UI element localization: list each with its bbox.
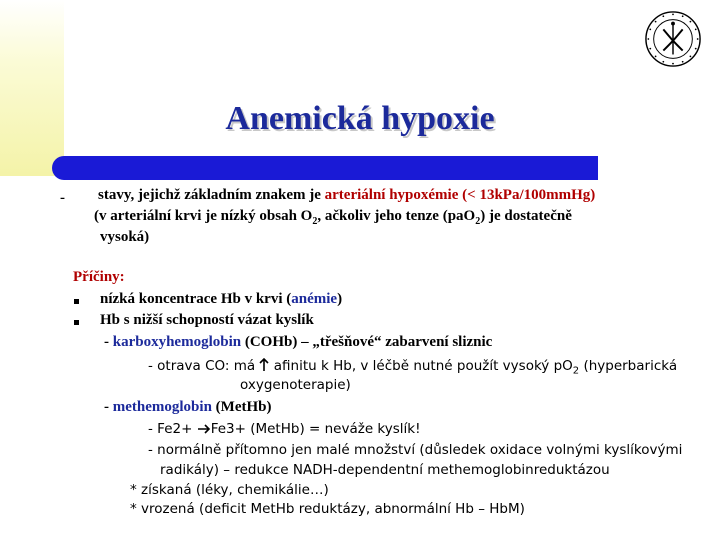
cohb-subitem: [104, 334, 492, 351]
bullet-2-square: [74, 320, 79, 325]
cohb-detail-1-a: - otrava CO: má: [148, 358, 260, 374]
intro-line-1-red: arteriální hypoxémie (: [324, 187, 468, 203]
cohb-term: karboxyhemoglobin: [112, 334, 242, 350]
methb-detail-1-a: - Fe2+: [148, 421, 197, 437]
intro-line-2-text-a: (v arteriální krvi je nízký obsah O: [94, 208, 313, 224]
cause-bullet-1: [100, 291, 342, 308]
methb-dash: -: [104, 399, 113, 415]
methb-detail-3: radikály) – redukce NADH-dependentní methemoglobinreduktázou: [160, 462, 610, 478]
methb-detail-1-b: Fe3+ (MetHb) = neváže kyslík!: [210, 421, 421, 437]
cohb-detail-2: oxygenoterapie): [240, 377, 351, 393]
methb-term: methemoglobin: [112, 399, 212, 415]
cohb-detail-1: [148, 358, 677, 377]
methb-subitem: [104, 399, 271, 416]
bullet-1-square: [74, 299, 79, 304]
methb-detail-4: * získaná (léky, chemikálie…): [130, 482, 329, 498]
intro-line-1: [98, 187, 595, 204]
cause-bullet-2: Hb s nižší schopností vázat kyslík: [100, 312, 314, 328]
causes-heading: Příčiny:: [73, 269, 125, 285]
decorative-left-band: [0, 0, 64, 176]
cohb-rest: (COHb) – „třešňové“ zabarvení sliznic: [241, 334, 493, 350]
pao2-subscript: 2: [475, 216, 481, 227]
less-than-symbol: <: [467, 187, 476, 203]
cohb-detail-1-b: afinitu k Hb, v léčbě nutné použít vysoký pO: [269, 358, 573, 374]
methb-detail-2: - normálně přítomno jen malé množství (důsledek oxidace volnými kyslíkovými: [148, 442, 683, 458]
po2-subscript: 2: [572, 365, 580, 377]
o2-subscript: 2: [312, 216, 318, 227]
intro-line-1-value: 13kPa/100mmHg): [475, 187, 596, 203]
methb-rest: (MetHb): [211, 399, 272, 415]
cohb-detail-1-c: (hyperbarická: [579, 358, 678, 374]
intro-line-3: vysoká): [100, 229, 150, 245]
cause-1-text: nízká koncentrace Hb v krvi (: [100, 291, 292, 307]
up-arrow-icon: [259, 358, 269, 372]
cohb-dash: -: [104, 334, 113, 350]
intro-line-2: [94, 208, 572, 227]
right-arrow-icon: [197, 424, 211, 434]
anemie-term: anémie: [291, 291, 338, 307]
intro-dash: -: [60, 190, 65, 206]
methb-detail-5: * vrozená (deficit MetHb reduktázy, abnormální Hb – HbM): [130, 501, 525, 517]
intro-line-2-text-c: ) je dostatečně: [480, 208, 572, 224]
university-seal-icon: [644, 10, 702, 68]
slide-title: Anemická hypoxie: [225, 100, 495, 137]
methb-detail-1: [148, 421, 421, 437]
title-underline-bar: [52, 156, 598, 180]
intro-line-2-text-b: , ačkoliv jeho tenze (paO: [317, 208, 476, 224]
intro-line-1-text: stavy, jejichž základním znakem je: [98, 187, 325, 203]
cause-1-close: ): [337, 291, 343, 307]
